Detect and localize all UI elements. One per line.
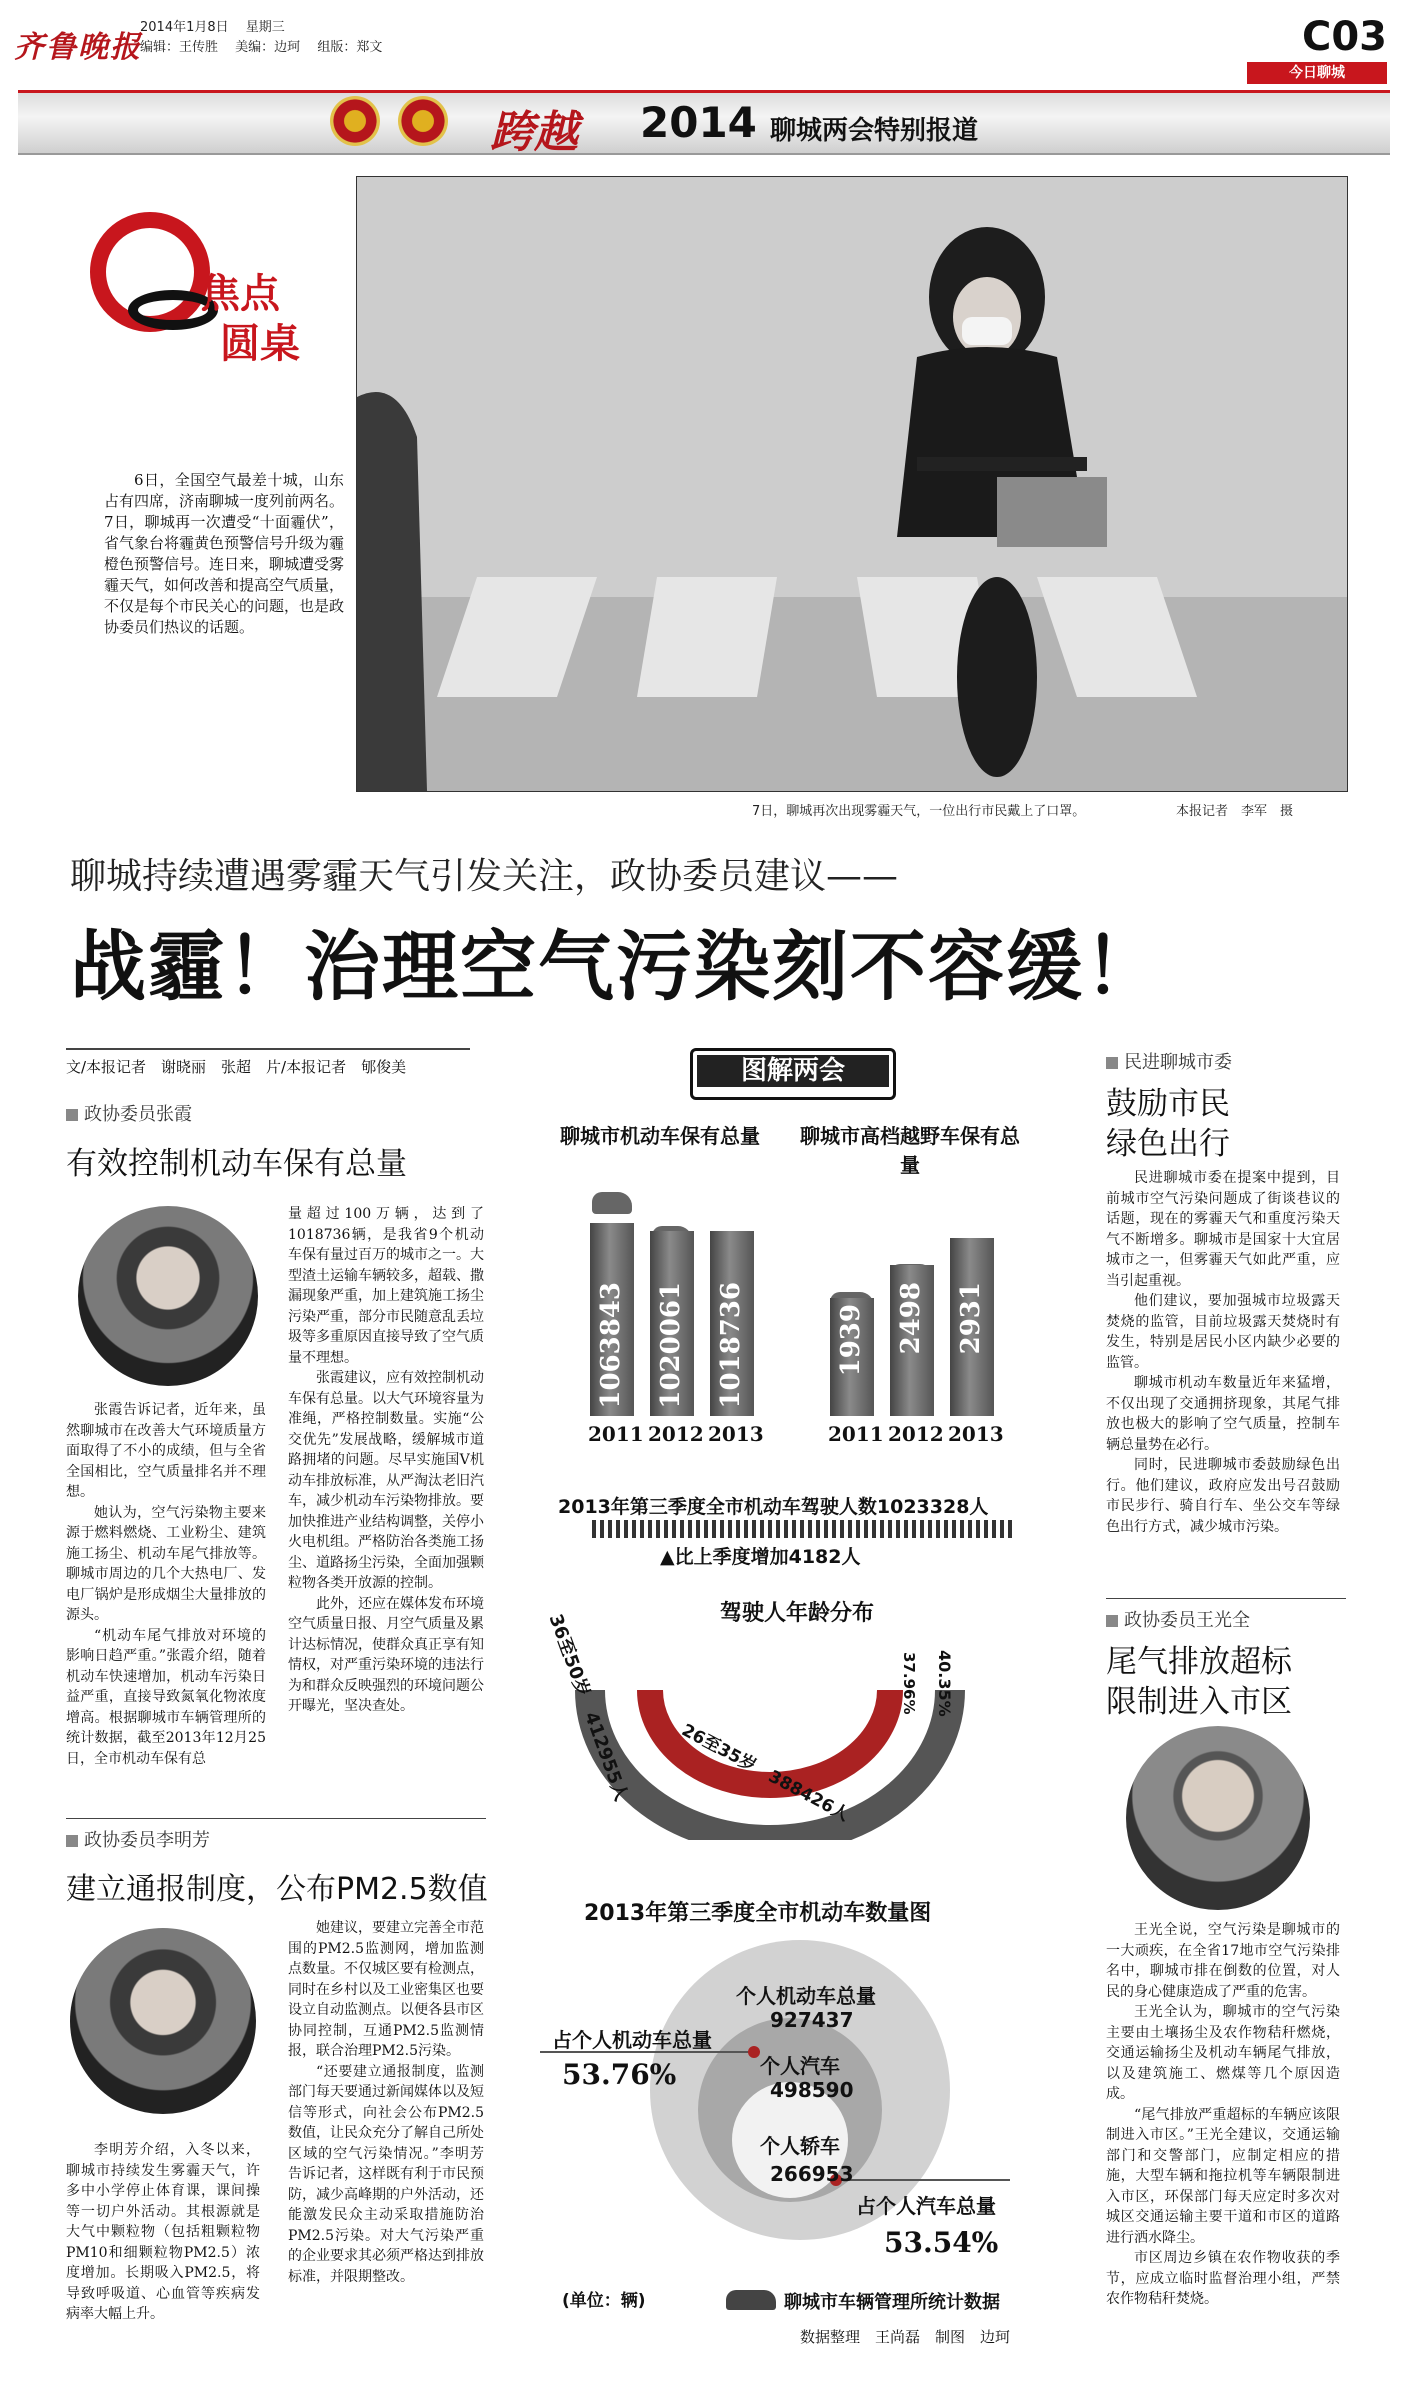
infographic-header-box [690, 1048, 896, 1100]
bar-value-label: 1020061 [656, 1282, 686, 1409]
paragraph: 此外，还应在媒体发布环境空气质量日报、月空气质量及累计达标情况，使群众真正享有知情权，对严重污染环境的违法行为和群众反映强烈的环境问题公开曝光，坚决查处。 [288, 1595, 484, 1714]
age-26-35-label: 26至35岁 388426人 [678, 1720, 853, 1826]
share-personal-label: 占个人机动车总量 [552, 2028, 712, 2052]
x-tick-label: 2013 [708, 1422, 764, 1446]
infographic-credit: 数据整理 王尚磊 制图 边珂 [800, 2328, 1011, 2346]
editor: 编辑：王传胜 [140, 40, 219, 55]
bar-value-label: 1018736 [716, 1282, 746, 1409]
personal-sedan-label: 个人轿车 [760, 2134, 840, 2158]
bar-value-label: 2498 [896, 1282, 926, 1355]
personal-total-label: 个人机动车总量 [736, 1984, 876, 2008]
paragraph: 市区周边乡镇在农作物收获的季节，应成立临时监督治理小组，严禁农作物秸秆焚烧。 [1106, 2250, 1340, 2307]
national-emblem-icon [330, 96, 380, 146]
newspaper-name: 齐鲁晚报 [14, 30, 142, 65]
article1-subhead: 有效控制机动车保有总量 [66, 1146, 407, 1182]
article3-subhead-line2: 绿色出行 [1106, 1126, 1230, 1162]
x-tick-label: 2012 [648, 1422, 704, 1446]
share-personal-value: 53.76% [562, 2058, 677, 2091]
banner-subtitle: 聊城两会特别报道 [770, 116, 979, 146]
avatar-wang-guangquan [1126, 1726, 1310, 1910]
article4-tag [1106, 1606, 1250, 1632]
bar-value-label: 1063843 [596, 1282, 626, 1409]
logo-line-1: 焦点 [200, 271, 280, 317]
article3-body [1106, 1168, 1340, 1537]
paragraph: 她建议，要建立完善全市范围的PM2.5监测网，增加监测点数量。不仅城区要有检测点，同时在乡村以及工业密集区也要设立自动监测点。以便各县市区协同控制，互通PM2.5监测情报，联合治理PM2.5污染。 [288, 1920, 484, 2059]
personal-car-label: 个人汽车 [760, 2054, 840, 2078]
age-pct-outer: 40.35% [935, 1650, 954, 1717]
avatar-li-mingfang [70, 1928, 256, 2114]
article4-body [1106, 1920, 1340, 2310]
divider [66, 1048, 470, 1050]
article1-tag [66, 1100, 192, 1126]
paragraph: 民进聊城市委在提案中提到，目前城市空气污染问题成了街谈巷议的话题，现在的雾霾天气和重度污染天气不断增多。聊城市是国家十大宜居城市之一，但雾霾天气如此严重，应当引起重视。 [1106, 1170, 1340, 1289]
vehicle-quantity-title: 2013年第三季度全市机动车数量图 [584, 1901, 932, 1926]
paragraph: “尾气排放严重超标的车辆应该限制进入市区。”王光全建议，交通运输部门和交警部门，应制定相应的措施，大型车辆和拖拉机等车辆限制进入市区，环保部门每天应定时多次对城区交通运输主要干道和市区的道路进行洒水降尘。 [1106, 2106, 1340, 2246]
divider [1106, 1598, 1346, 1599]
paragraph: 同时，民进聊城市委鼓励绿色出行。他们建议，政府应发出号召鼓励市民步行、骑自行车、坐公交车等绿色出行方式，减少城市污染。 [1106, 1457, 1340, 1535]
personal-car-value: 498590 [770, 2078, 854, 2102]
logo-line-2: 圆桌 [220, 321, 300, 367]
paragraph: 量超过100万辆，达到了1018736辆，是我省9个机动车保有量过百万的城市之一。大型渣土运输车辆较多，超载、撒漏现象严重，加上建筑施工扬尘污染严重，部分市民随意乱丢垃圾等多重原因直接导致了空气质量不理想。 [288, 1206, 484, 1366]
paragraph: 张霞建议，应有效控制机动车保有总量。以大气环境容量为准绳，严格控制数量。实施“公交优先”发展战略，缓解城市道路拥堵的问题。尽早实施国Ⅴ机动车排放标准，从严淘汰老旧汽车，减少机动车污染物排放。要加快推进产业结构调整，关停小火电机组。严格防治各类施工扬尘、道路扬尘污染，全面加强颗粒物各类开放源的控制。 [288, 1370, 484, 1591]
byline: 文/本报记者 谢晓丽 张超 片/本报记者 郇俊美 [66, 1058, 407, 1076]
x-tick-label: 2011 [588, 1422, 644, 1446]
avatar-zhang-xia [78, 1206, 258, 1386]
layout-editor: 组版：郑文 [317, 40, 383, 55]
vehicle-total-bar-chart [570, 1180, 780, 1450]
personal-total-value: 927437 [770, 2008, 854, 2032]
article2-tag-text: 政协委员李明芳 [84, 1830, 210, 1851]
smog-photo-illustration [357, 177, 1347, 791]
driver-increase: ▲比上季度增加4182人 [660, 1546, 861, 1568]
masthead-date-line [140, 16, 285, 35]
headline-kicker: 聊城持续遭遇雾霾天气引发关注，政协委员建议—— [70, 856, 899, 897]
unit-label: (单位：辆) [562, 2291, 646, 2311]
x-tick-label: 2012 [888, 1422, 944, 1446]
infographic-header: 图解两会 [697, 1055, 889, 1087]
photo-credit: 本报记者 李军 摄 [1176, 804, 1294, 819]
paragraph: 王光全说，空气污染是聊城市的一大顽疾，在全省17地市空气污染排名中，聊城市排在倒数的位置，对人民的身心健康造成了严重的危害。 [1106, 1922, 1340, 2000]
paragraph: 她认为，空气污染物主要来源于燃料燃烧、工业粉尘、建筑施工扬尘、机动车尾气排放等。聊城市周边的几个大热电厂、发电厂锅炉是形成烟尘大量排放的源头。 [66, 1504, 266, 1623]
cppcc-emblem-icon [398, 96, 448, 146]
paragraph: 张霞告诉记者，近年来，虽然聊城市在改善大气环境质量方面取得了不小的成绩，但与全省全国相比，空气质量排名并不理想。 [66, 1402, 266, 1500]
issue-weekday: 星期三 [245, 20, 285, 35]
article1-tag-text: 政协委员张霞 [84, 1104, 192, 1125]
personal-sedan-value: 266953 [770, 2162, 854, 2186]
article2-column-a [66, 2140, 260, 2325]
paragraph: “机动车尾气排放对环境的影响日趋严重。”张霞介绍，随着机动车快速增加，机动车污染日益严重，直接导致氮氧化物浓度增高。根据聊城市车辆管理所的统计数据，截至2013年12月25日，全市机动车保有总 [66, 1627, 266, 1767]
bar-value-label: 2931 [956, 1282, 986, 1355]
section-tag: 今日聊城 [1247, 62, 1387, 84]
article2-subhead: 建立通报制度，公布PM2.5数值 [66, 1872, 488, 1907]
editor-line [140, 36, 382, 55]
article3-subhead-line1: 鼓励市民 [1106, 1086, 1230, 1122]
paragraph: 他们建议，要加强城市垃圾露天焚烧的监管，目前垃圾露天焚烧时有发生，特别是居民小区内缺少必要的监管。 [1106, 1293, 1340, 1371]
article1-column-b [288, 1204, 484, 1717]
article1-column-a [66, 1400, 266, 1769]
share-car-label: 占个人汽车总量 [856, 2194, 996, 2218]
age-distribution-title: 驾驶人年龄分布 [720, 1601, 875, 1626]
paragraph: 王光全认为，聊城市的空气污染主要由土壤扬尘及农作物秸秆燃烧，交通运输扬尘及机动车辆尾气排放，以及建筑施工、燃煤等几个原因造成。 [1106, 2004, 1340, 2102]
main-headline: 战霾！治理空气污染刻不容缓！ [70, 922, 1162, 1011]
car-icon [592, 1192, 632, 1214]
driver-total: 2013年第三季度全市机动车驾驶人数1023328人 [558, 1496, 989, 1518]
age-pct-inner: 37.96% [900, 1652, 918, 1715]
banner-year: 2014 [640, 98, 757, 147]
chart1-title: 聊城市机动车保有总量 [560, 1124, 760, 1148]
share-car-value: 53.54% [884, 2226, 999, 2259]
intro-paragraph: 6日，全国空气最差十城，山东占有四席，济南聊城一度列前两名。7日，聊城再一次遭受“十面霾伏”，省气象台将霾黄色预警信号升级为霾橙色预警信号。连日来，聊城遭受雾霾天气，如何改善和提高空气质量，不仅是每个市民关心的问题，也是政协委员们热议的话题。 [104, 471, 345, 636]
paragraph: 李明芳介绍，入冬以来，聊城市持续发生雾霾天气，许多中小学停止体育课，课间操等一切户外活动。其根源就是大气中颗粒物（包括粗颗粒物PM10和细颗粒物PM2.5）浓度增加。长期吸入PM2.5，将导致呼吸道、心血管等疾病发病率大幅上升。 [66, 2142, 260, 2322]
issue-date: 2014年1月8日 [140, 20, 229, 35]
chart2-title: 聊城市高档越野车保有总量 [800, 1124, 1020, 1177]
article3-tag [1106, 1048, 1232, 1074]
age-36-50-label: 36至50岁 412955人 [544, 1611, 632, 1804]
paragraph: “还要建立通报制度，监测部门每天要通过新闻媒体以及短信等形式，向社会公布PM2.5数值，让民众充分了解自己所处区域的空气污染情况。”李明芳告诉记者，这样既有利于市民预防，减少高峰期的户外活动，还能激发民众主动采取措施防治PM2.5污染。对大气污染严重的企业要求其必须严格达到排放标准，并限期整改。 [288, 2063, 484, 2285]
driver-total-bar [592, 1520, 1012, 1538]
data-source: 聊城市车辆管理所统计数据 [784, 2292, 1000, 2313]
paragraph: 聊城市机动车数量近年来猛增，不仅出现了交通拥挤现象，其尾气排放也极大的影响了空气质量，控制车辆总量势在必行。 [1106, 1375, 1340, 1453]
bar-value-label: 1939 [836, 1304, 866, 1377]
art-editor: 美编：边珂 [235, 40, 301, 55]
photo-caption: 7日，聊城再次出现雾霾天气，一位出行市民戴上了口罩。 [752, 804, 1086, 819]
article2-column-b [288, 1918, 484, 2287]
smog-photo [356, 176, 1348, 792]
article4-subhead-line2: 限制进入市区 [1106, 1684, 1292, 1720]
divider [66, 1818, 486, 1819]
page-number: C03 [1301, 14, 1387, 60]
suv-total-bar-chart [810, 1180, 1020, 1450]
article3-tag-text: 民进聊城市委 [1124, 1052, 1232, 1073]
x-tick-label: 2013 [948, 1422, 1004, 1446]
article4-subhead-line1: 尾气排放超标 [1106, 1644, 1292, 1680]
x-tick-label: 2011 [828, 1422, 884, 1446]
banner-title-art: 跨越 [490, 107, 578, 158]
article4-tag-text: 政协委员王光全 [1124, 1610, 1250, 1631]
car-icon [726, 2290, 776, 2310]
article2-tag [66, 1826, 210, 1852]
